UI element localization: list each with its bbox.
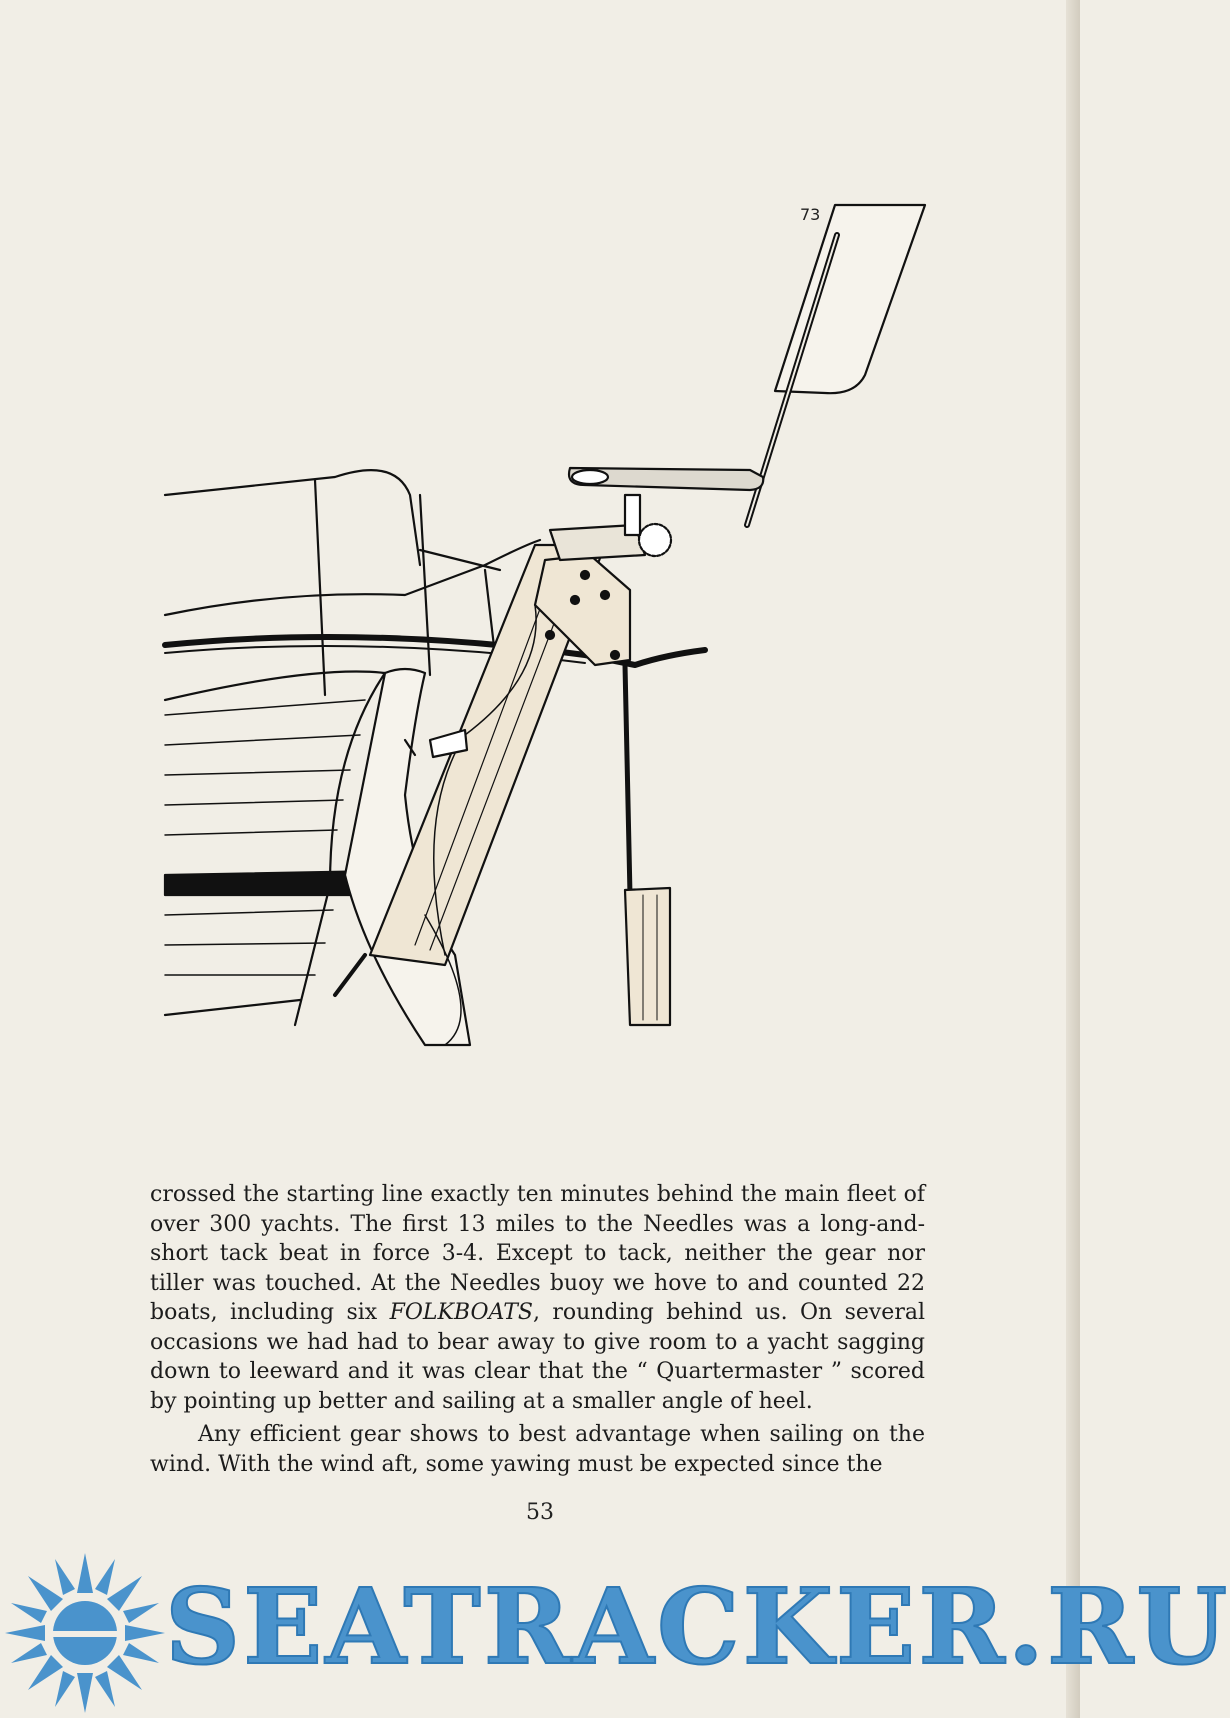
page-edge xyxy=(1066,0,1080,1718)
paragraph-1: crossed the starting line exactly ten minutes behind the main fleet of over 300 yachts. The first 13 miles to the Needles was a long-and-short tack beat in force 3-4. Except to tack, neither the gear nor tiller was touched. At the Needles buoy we hove to and counted 22 boats, including six FOLKBOATS, rounding behind us. On several occasions we had had to bear away to give room to a yacht sagging down to leeward and it was clear that the “ Quartermaster ” scored by pointing up better and sailing at a smaller angle of heel. xyxy=(150,1182,925,1414)
body-text xyxy=(150,1180,925,1479)
boat-name-emphasis: FOLKBOATS xyxy=(389,1300,533,1325)
figure-number: 73 xyxy=(800,205,821,224)
watermark-text: SEATRACKER.RU xyxy=(165,1565,1230,1688)
self-steering-gear-illustration xyxy=(165,195,945,1155)
paragraph-2: Any efficient gear shows to best advantage when sailing on the wind. With the wind aft, some yawing must be expected since the xyxy=(150,1422,925,1477)
page-number: 53 xyxy=(526,1500,554,1525)
